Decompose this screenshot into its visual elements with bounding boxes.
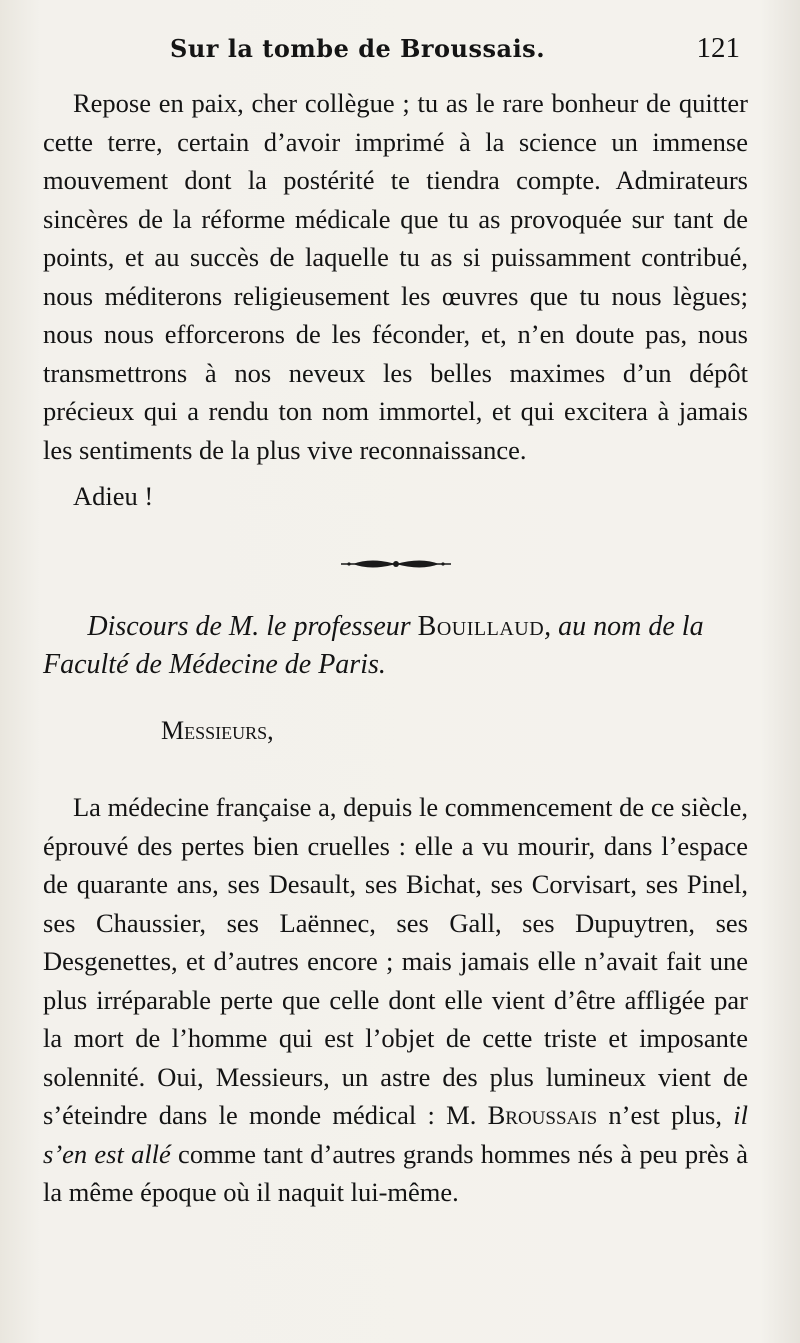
speech-italic-phrase: il s’en est allé [43, 1100, 748, 1169]
adieu-line: Adieu ! [73, 481, 154, 511]
heading-suffix: , au nom de la Faculté de Médecine de Paris. [43, 610, 704, 680]
closing-paragraph: Repose en paix, cher collègue ; tu as le rare bonheur de quitter cette terre, certain d’avoir imprimé à la science un immense mouvement dont la postérité te tiendra compte. Admirateurs sincères de la réforme médicale que tu as provoquée sur tant de points, et au succès de laquelle tu as si puissamment contribué, nous méditerons religieusement les œuvres que tu nous lègues; nous nous efforcerons de les féconder, et, n’en doute pas, nous transmettrons à nos neveux les belles maximes d’un dépôt précieux qui a rendu ton nom immortel, et qui excitera à jamais les sentiments de la plus vive reconnaissance. [43, 88, 748, 465]
page-body [43, 84, 748, 1212]
ornament-divider-icon [341, 556, 451, 572]
speech-paragraph [43, 788, 748, 1212]
running-title: Sur la tombe de Broussais. [170, 34, 546, 63]
page-number: 121 [696, 32, 740, 64]
speech-text-part3: comme tant d’autres grands hommes nés à peu près à la même époque où il naquit lui-même. [43, 1138, 749, 1207]
heading-prefix: Discours de M. le professeur [87, 610, 418, 642]
page-header [0, 30, 800, 70]
speech-heading [43, 608, 748, 684]
speech-name-broussais: Broussais [487, 1100, 598, 1130]
speech-text-part2: n’est plus, [597, 1100, 734, 1130]
speech-text-part1: La médecine française a, depuis le commencement de ce siècle, éprouvé des pertes bien cruelles : elle a vu mourir, dans l’espace de quarante ans, ses Desault, ses Bichat, ses Corvisart, ses Pinel, ses Chaussier, ses Laënnec, ses Gall, ses Dupuytren, ses Desgenettes, et d’autres encore ; mais jamais elle n’avait fait une plus irréparable perte que celle dont elle vient d’être affligée par la mort de l’homme qui est l’objet de cette triste et imposante solennité. Oui, Messieurs, un astre des plus lumineux vient de s’éteindre dans le monde médical : M. [43, 792, 748, 1130]
heading-speaker-name: Bouillaud [417, 610, 545, 642]
salutation: Messieurs, [161, 715, 274, 745]
